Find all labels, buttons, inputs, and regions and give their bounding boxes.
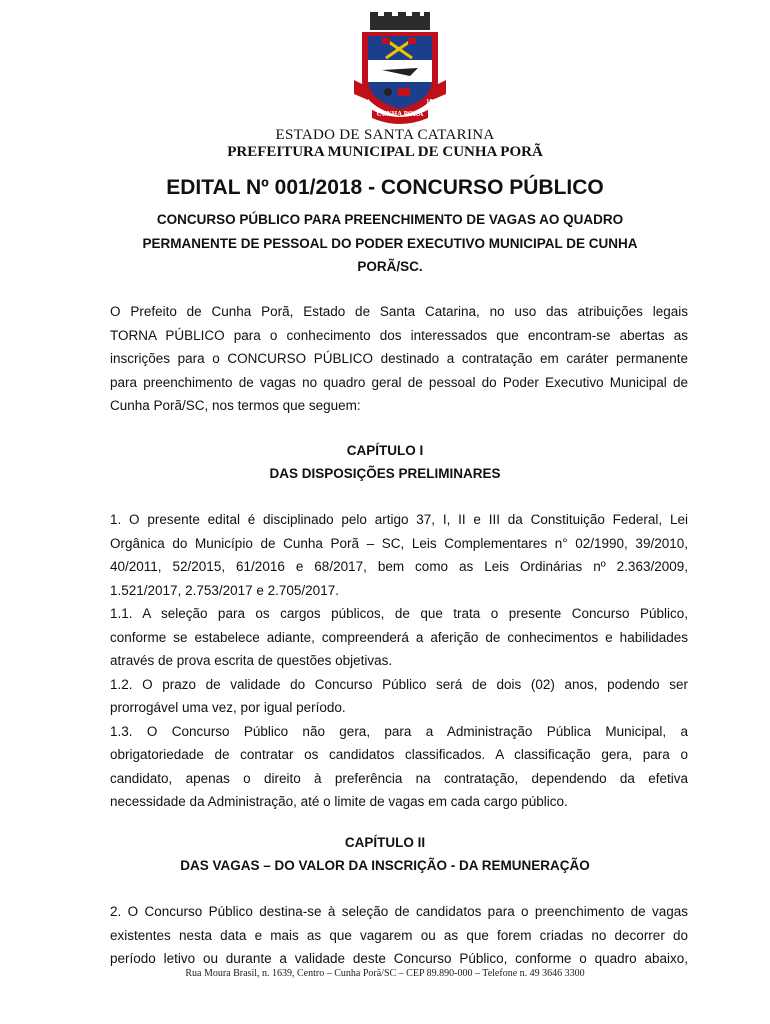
text-line: existentes nesta data e mais as que vagarem ou as que forem criadas no decorrer do [110, 927, 688, 943]
text-line: 1. O presente edital é disciplinado pelo artigo 37, I, II e III da Constituição Federal, Lei [110, 512, 688, 527]
chapter-2-heading [0, 831, 770, 877]
text-line: O Prefeito de Cunha Porã, Estado de Santa Catarina, no uso das atribuições legais [110, 304, 688, 319]
text-line: 1.3. O Concurso Público não gera, para a Administração Pública Municipal, a [110, 723, 688, 739]
document-subtitle [120, 208, 660, 279]
subtitle-line: PERMANENTE DE PESSOAL DO PODER EXECUTIVO MUNICIPAL DE CUNHA [142, 235, 638, 251]
section-1-paragraphs [110, 508, 688, 814]
text-line: Cunha Porã/SC, nos termos que seguem: [110, 398, 361, 413]
text-line: 1.2. O prazo de validade do Concurso Público será de dois (02) anos, podendo ser [110, 676, 688, 692]
chapter-number: CAPÍTULO II [344, 835, 426, 850]
text-line: 1.521/2017, 2.753/2017 e 2.705/2017. [110, 582, 339, 598]
municipal-coat-of-arms [348, 10, 452, 126]
text-line: 1.1. A seleção para os cargos públicos, de que trata o presente Concurso Público, [110, 606, 688, 621]
text-line: TORNA PÚBLICO para o conhecimento dos interessados que encontram-se abertas as [110, 327, 688, 343]
text-line: obrigatoriedade de contratar os candidatos classificados. A classificação gera, para o [110, 747, 688, 762]
text-line: através de prova escrita de questões objetivas. [110, 653, 393, 668]
intro-paragraph [110, 300, 688, 418]
page-footer-address: Rua Moura Brasil, n. 1639, Centro – Cunha Porã/SC – CEP 89.890-000 – Telefone n. 49 3646 3300 [185, 968, 585, 979]
text-line: Orgânica do Município de Cunha Porã – SC, Leis Complementares n° 02/1990, 39/2010, [110, 535, 688, 551]
text-line: conforme se estabelece adiante, compreenderá a aferição de conhecimentos e habilidades [110, 629, 688, 645]
crest-banner: CUNHA PORÃ [376, 110, 424, 118]
crest-year-right: 1958 [426, 98, 440, 106]
text-line: prorrogável uma vez, por igual período. [110, 700, 346, 715]
state-heading: ESTADO DE SANTA CATARINA [275, 127, 495, 143]
text-line: candidato, apenas o direito à preferência na contratação, dependendo da efetiva [110, 770, 688, 786]
text-line: 40/2011, 52/2015, 61/2016 e 68/2017, bem como as Leis Ordinárias nº 2.363/2009, [110, 559, 688, 574]
chapter-number: CAPÍTULO I [346, 443, 424, 458]
text-line: 2. O Concurso Público destina-se à seleção de candidatos para o preenchimento de vagas [110, 904, 688, 919]
chapter-1-heading [0, 439, 770, 485]
text-line: período letivo ou durante a validade deste Concurso Público, conforme o quadro abaixo, [110, 951, 688, 966]
subtitle-line: PORÃ/SC. [357, 259, 423, 274]
subtitle-line: CONCURSO PÚBLICO PARA PREENCHIMENTO DE VAGAS AO QUADRO [156, 212, 624, 227]
chapter-title: DAS DISPOSIÇÕES PRELIMINARES [269, 466, 501, 481]
chapter-title: DAS VAGAS – DO VALOR DA INSCRIÇÃO - DA REMUNERAÇÃO [180, 858, 590, 873]
section-2-paragraph [110, 900, 688, 971]
document-title: EDITAL Nº 001/2018 - CONCURSO PÚBLICO [166, 176, 604, 199]
text-line: necessidade da Administração, até o limite de vagas em cada cargo público. [110, 794, 568, 809]
text-line: para preenchimento de vagas no quadro geral de pessoal do Poder Executivo Municipal de [110, 374, 688, 390]
text-line: inscrições para o CONCURSO PÚBLICO destinado a contratação em caráter permanente [110, 351, 688, 366]
crest-year-left: 30 [357, 98, 364, 106]
prefecture-heading: PREFEITURA MUNICIPAL DE CUNHA PORÃ [227, 144, 543, 160]
